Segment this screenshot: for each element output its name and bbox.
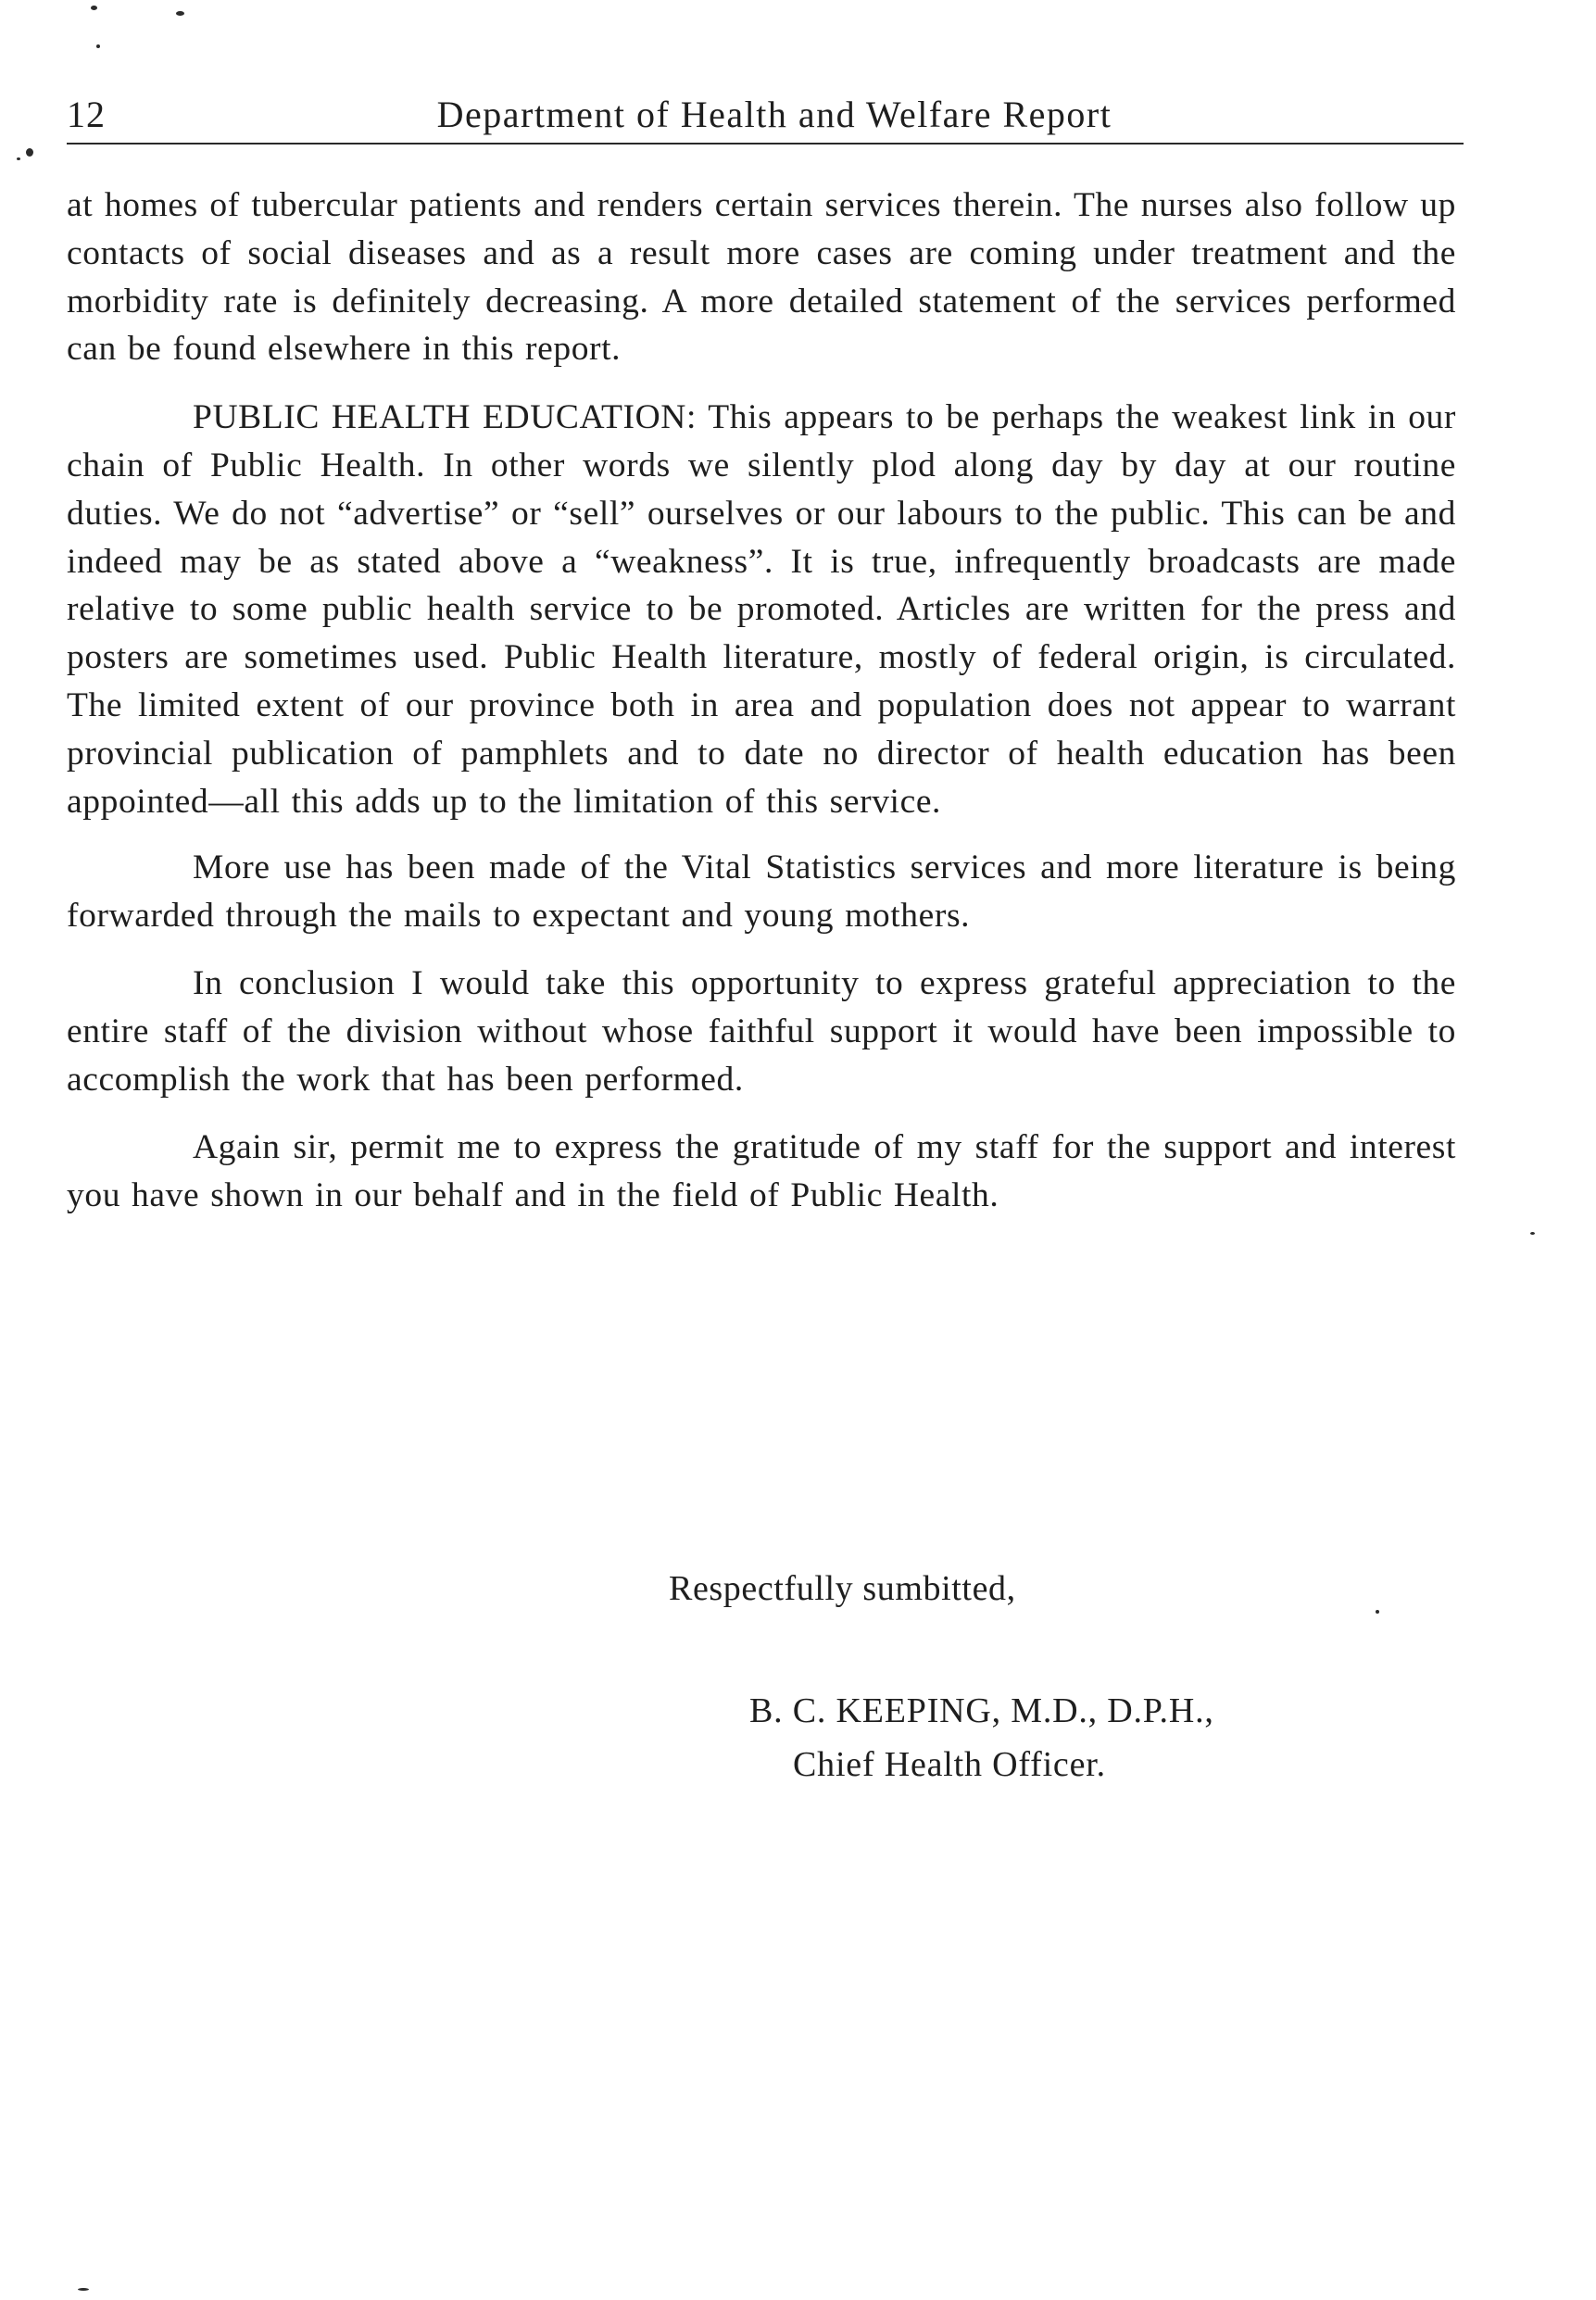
paragraph-conclusion: In conclusion I would take this opportunity to express grateful appreciation to the entire staff of the division without whose faithful support it would have been impossible to accomplish the work that has been performed.	[67, 963, 1456, 1099]
paragraph-public-health-education: PUBLIC HEALTH EDUCATION: This appears to be perhaps the weakest link in our chain of Public Health. In other words we silently plod along day by day at our routine duties. We do not “advertise” or “sell” ourselves or our labours to the public. This can be and indeed may be as stated above a “weakness”. It is true, infrequently broadcasts are made relative to some public health service to be promoted. Articles are written for the press and posters are sometimes used. Public Health literature, mostly of federal origin, is circulated. The limited extent of our province both in area and population does not appear to warrant provincial publication of pamphlets and to date no director of health education has been appointed—all this adds up to the limitation of this service.	[67, 398, 1456, 821]
scan-speck	[78, 2288, 89, 2291]
scan-speck	[91, 6, 97, 10]
paragraph-nursing-services: at homes of tubercular patients and renders certain services therein. The nurses also follow up contacts of social diseases and as a result more cases are coming under treatment and the morbidity rate is definitely decreasing. A more detailed statement of the services performed can be found elsewhere in this report.	[67, 186, 1456, 369]
page-number: 12	[67, 94, 106, 135]
paragraph-gratitude: Again sir, permit me to express the gratitude of my staff for the support and interest you have shown in our behalf and in the field of Public Health.	[67, 1128, 1456, 1215]
scan-speck	[1376, 1610, 1379, 1614]
scan-speck	[1530, 1232, 1535, 1235]
scan-speck	[17, 157, 20, 160]
signer-name: B. C. KEEPING, M.D., D.P.H.,	[749, 1691, 1214, 1730]
scan-speck	[176, 11, 184, 16]
running-header	[67, 87, 1464, 145]
paragraph-vital-statistics: More use has been made of the Vital Statistics services and more literature is being forwarded through the mails to expectant and young mothers.	[67, 848, 1456, 936]
signer-title: Chief Health Officer.	[793, 1745, 1106, 1784]
running-title: Department of Health and Welfare Report	[436, 94, 1112, 135]
scan-speck	[96, 44, 100, 48]
closing-line: Respectfully sumbitted,	[669, 1569, 1016, 1608]
report-body	[67, 182, 1456, 1220]
scan-speck	[26, 148, 33, 157]
